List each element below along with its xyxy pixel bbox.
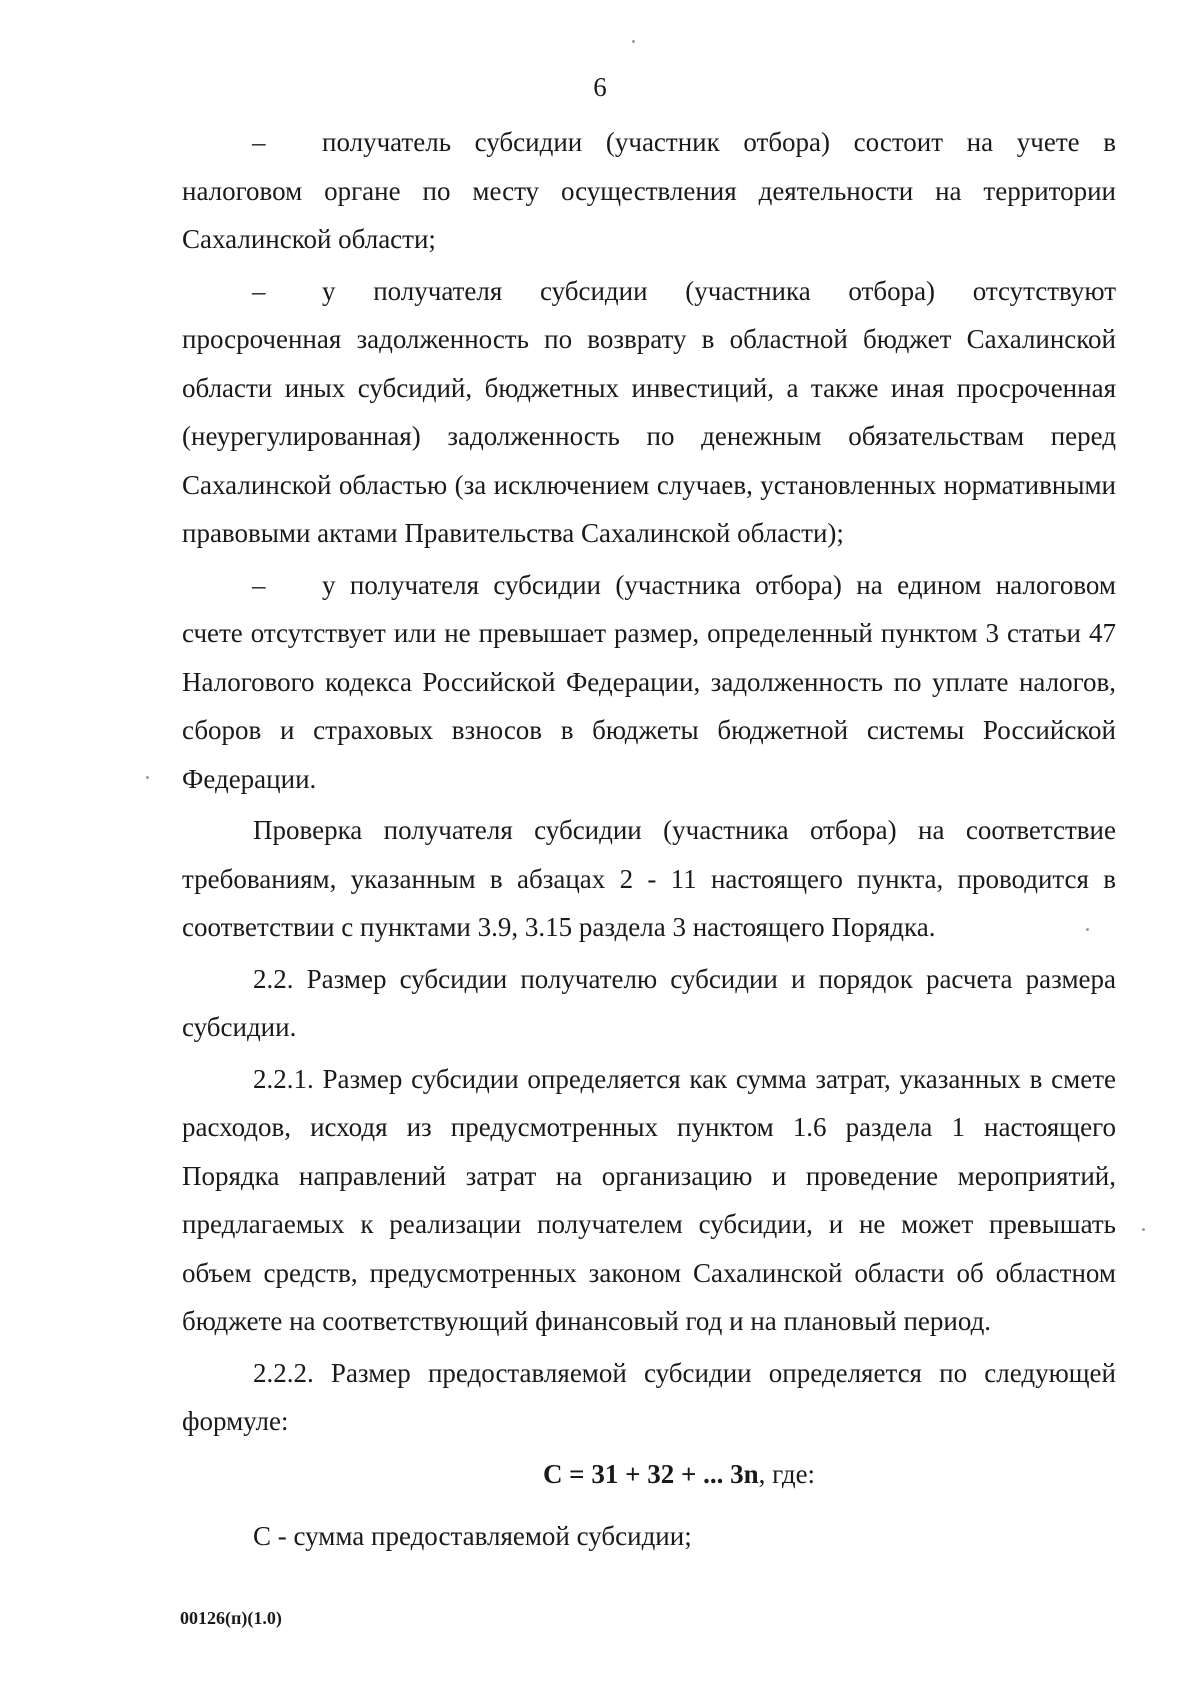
paragraph: Проверка получателя субсидии (участника отбора) на соответствие требованиям, указанным в абзацах 2 - 11 настоящего пункта, проводится в соответствии с пунктами 3.9, 3.15 раздела 3 настоящего Порядка. — [182, 815, 1116, 942]
document-body — [182, 118, 1116, 1564]
scan-speck — [1086, 928, 1089, 931]
list-dash: – — [252, 275, 266, 306]
formula — [182, 1450, 1116, 1499]
formula-expression: С = 31 + 32 + ... 3n — [542, 1458, 759, 1489]
paragraph-text: у получателя субсидии (участника отбора) отсутствуют просроченная задолженность по возврату в областной бюджет Сахалинской области иных субсидий, бюджетных инвестиций, а также иная просроченная (неурегулированная) задолженность по денежным обязательствам перед Сахалинской областью (за исключением случаев, установленных нормативными правовыми актами Правительства Сахалинской области); — [182, 275, 1116, 548]
paragraph — [182, 267, 1116, 558]
paragraph: 2.2.1. Размер субсидии определяется как сумма затрат, указанных в смете расходов, исходя из предусмотренных пунктом 1.6 раздела 1 настоящего Порядка направлений затрат на организацию и проведение мероприятий, предлагаемых к реализации получателем субсидии, и не может превышать объем средств, предусмотренных законом Сахалинской области об областном бюджете на соответствующий финансовый год и на плановый период. — [182, 1063, 1116, 1336]
paragraph: 2.2.2. Размер предоставляемой субсидии определяется по следующей формуле: — [182, 1357, 1116, 1436]
scan-speck — [632, 40, 635, 43]
definition-line: С - сумма предоставляемой субсидии; — [253, 1521, 692, 1551]
paragraph: 2.2. Размер субсидии получателю субсидии и порядок расчета размера субсидии. — [182, 963, 1116, 1042]
paragraph — [182, 561, 1116, 804]
list-dash: – — [252, 127, 266, 157]
page-number: 6 — [593, 72, 607, 102]
paragraph-text: у получателя субсидии (участника отбора) на едином налоговом счете отсутствует или не превышает размер, определенный пунктом 3 статьи 47 Налогового кодекса Российской Федерации, задолженность по уплате налогов, сборов и страховых взносов в бюджеты бюджетной системы Российской Федерации. — [182, 569, 1116, 794]
scan-speck — [1142, 1228, 1145, 1231]
formula-suffix: , где: — [758, 1458, 816, 1489]
scan-speck — [146, 776, 149, 779]
list-dash: – — [252, 569, 266, 600]
paragraph-text: получатель субсидии (участник отбора) состоит на учете в налоговом органе по месту осуществления деятельности на территории Сахалинской области; — [182, 127, 1116, 254]
document-code: 00126(п)(1.0) — [180, 1608, 282, 1628]
paragraph — [182, 118, 1116, 264]
